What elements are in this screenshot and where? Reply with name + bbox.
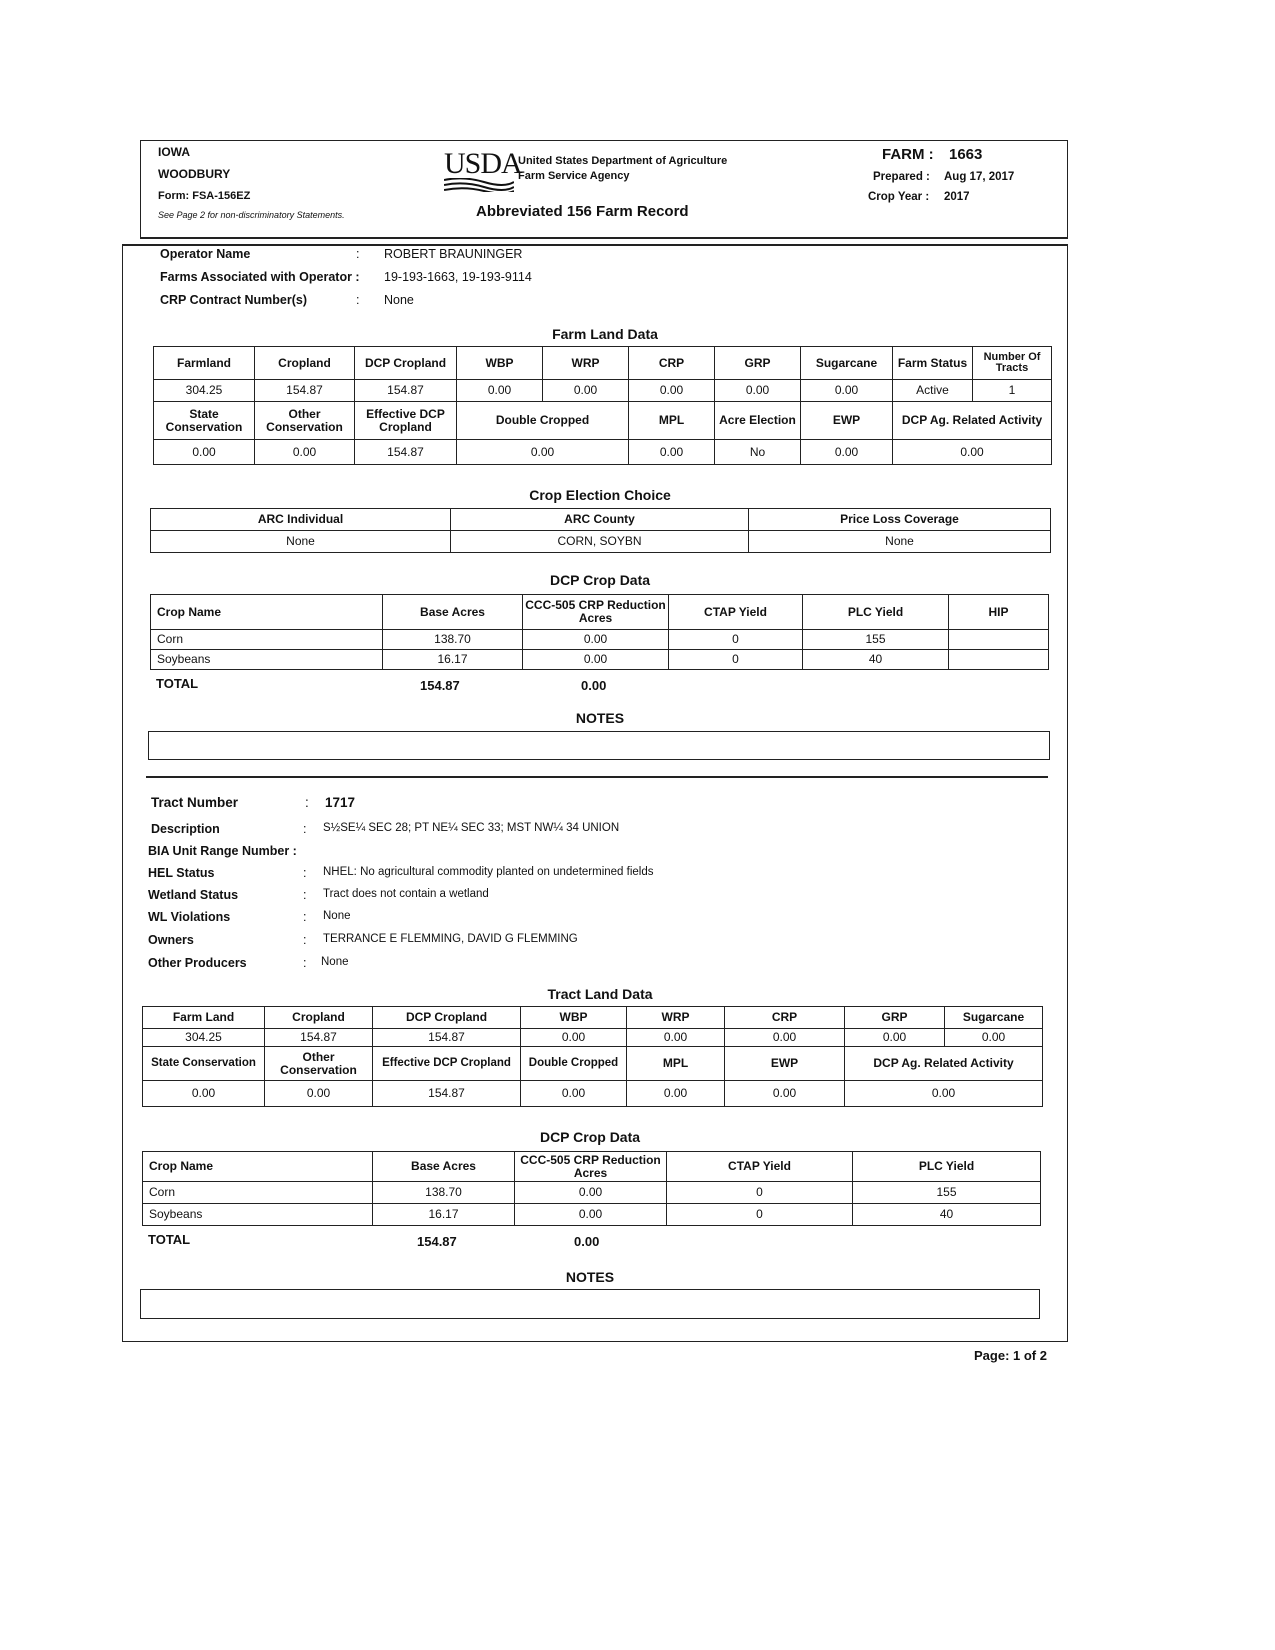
tract-land-value-row-1 (143, 1029, 1043, 1047)
usda-logo-text: USDA (444, 147, 522, 180)
farm-land-header-row-2 (154, 402, 1052, 440)
th-effective-dcp-cropland: Effective DCP Cropland (373, 1047, 521, 1081)
td-base-acres: 16.17 (383, 650, 523, 670)
crop-election-header-row (151, 509, 1051, 531)
td-farm-land: 304.25 (143, 1029, 265, 1047)
statement-note: See Page 2 for non-discriminatory Statements. (158, 210, 345, 220)
page-number: Page: 1 of 2 (974, 1348, 1047, 1363)
wl-violations-value: None (323, 910, 351, 922)
td-base-acres: 16.17 (373, 1204, 515, 1226)
hel-status-value: NHEL: No agricultural commodity planted on undetermined fields (323, 866, 654, 878)
th-ctap-yield: CTAP Yield (669, 595, 803, 630)
colon: : (303, 933, 307, 947)
table-row (151, 630, 1049, 650)
crop-election-value-row (151, 531, 1051, 553)
operator-name-value: ROBERT BRAUNINGER (384, 247, 523, 261)
td-state-conservation: 0.00 (143, 1081, 265, 1107)
td-arc-individual: None (151, 531, 451, 553)
tract-divider (146, 776, 1048, 778)
th-arc-county: ARC County (451, 509, 749, 531)
colon: : (303, 888, 307, 902)
state-name: IOWA (158, 145, 190, 159)
td-dcp-cropland: 154.87 (373, 1029, 521, 1047)
td-dcp-ag-related-activity: 0.00 (893, 440, 1052, 465)
td-plc-yield: 40 (853, 1204, 1041, 1226)
description-label: Description (151, 822, 220, 836)
th-arc-individual: ARC Individual (151, 509, 451, 531)
td-crp: 0.00 (629, 380, 715, 402)
dcp-crop-tract-table (142, 1151, 1041, 1226)
crp-contract-label: CRP Contract Number(s) (160, 293, 308, 307)
td-double-cropped: 0.00 (457, 440, 629, 465)
owners-value: TERRANCE E FLEMMING, DAVID G FLEMMING (323, 933, 578, 945)
th-number-of-tracts: Number Of Tracts (973, 347, 1052, 380)
td-dcp-ag-related-activity: 0.00 (845, 1081, 1043, 1107)
total-reduction-acres: 0.00 (581, 678, 607, 693)
td-arc-county: CORN, SOYBN (451, 531, 749, 553)
colon: : (303, 822, 307, 836)
th-farm-status: Farm Status (893, 347, 973, 380)
usda-logo-hills (444, 178, 514, 192)
td-plc-yield: 40 (803, 650, 949, 670)
colon: : (303, 956, 307, 970)
th-dcp-cropland: DCP Cropland (355, 347, 457, 380)
td-state-conservation: 0.00 (154, 440, 255, 465)
th-ewp: EWP (725, 1047, 845, 1081)
td-plc-yield: 155 (853, 1182, 1041, 1204)
td-double-cropped: 0.00 (521, 1081, 627, 1107)
th-farmland: Farmland (154, 347, 255, 380)
td-hip (949, 650, 1049, 670)
td-wrp: 0.00 (543, 380, 629, 402)
prepared-label: Prepared : (873, 171, 930, 183)
td-ctap-yield: 0 (667, 1182, 853, 1204)
th-state-conservation: State Conservation (154, 402, 255, 440)
usda-logo (444, 147, 522, 190)
wetland-status-value: Tract does not contain a wetland (323, 888, 489, 900)
td-price-loss-coverage: None (749, 531, 1051, 553)
notes-tract-box (140, 1289, 1040, 1319)
th-mpl: MPL (627, 1047, 725, 1081)
td-crp-reduction-acres: 0.00 (515, 1182, 667, 1204)
total-label: TOTAL (148, 1232, 191, 1247)
th-dcp-ag-related-activity: DCP Ag. Related Activity (845, 1047, 1043, 1081)
td-crp: 0.00 (725, 1029, 845, 1047)
dcp-crop-tract-header-row (143, 1152, 1041, 1182)
colon: : (303, 866, 307, 880)
th-farm-land: Farm Land (143, 1007, 265, 1029)
notes-title: NOTES (575, 710, 625, 726)
tract-land-table (142, 1006, 1043, 1107)
other-producers-value: None (321, 956, 349, 968)
tract-land-value-row-2 (143, 1081, 1043, 1107)
dcp-crop-farm-header-row (151, 595, 1049, 630)
tract-land-header-row-1 (143, 1007, 1043, 1029)
th-cropland: Cropland (255, 347, 355, 380)
th-sugarcane: Sugarcane (801, 347, 893, 380)
dcp-crop-farm-table (150, 594, 1049, 670)
colon: : (305, 795, 309, 810)
table-row (151, 650, 1049, 670)
document-title: Abbreviated 156 Farm Record (476, 203, 689, 220)
td-crop-name: Corn (143, 1182, 373, 1204)
wetland-status-label: Wetland Status (148, 888, 239, 902)
td-ctap-yield: 0 (669, 650, 803, 670)
th-sugarcane: Sugarcane (945, 1007, 1043, 1029)
th-ctap-yield: CTAP Yield (667, 1152, 853, 1182)
prepared-date: Aug 17, 2017 (944, 171, 1015, 183)
th-crp-reduction-acres: CCC-505 CRP Reduction Acres (523, 595, 669, 630)
td-cropland: 154.87 (265, 1029, 373, 1047)
description-value: S½SE¼ SEC 28; PT NE¼ SEC 33; MST NW¼ 34 UNION (323, 822, 620, 834)
county-name: WOODBURY (158, 167, 231, 181)
td-acre-election: No (715, 440, 801, 465)
th-cropland: Cropland (265, 1007, 373, 1029)
colon: : (356, 293, 360, 307)
td-base-acres: 138.70 (373, 1182, 515, 1204)
th-dcp-ag-related-activity: DCP Ag. Related Activity (893, 402, 1052, 440)
crp-contract-value: None (384, 293, 414, 307)
owners-label: Owners (148, 933, 194, 947)
td-grp: 0.00 (715, 380, 801, 402)
tract-land-header-row-2 (143, 1047, 1043, 1081)
farm-land-value-row-2 (154, 440, 1052, 465)
td-crop-name: Soybeans (143, 1204, 373, 1226)
td-wbp: 0.00 (521, 1029, 627, 1047)
bia-label: BIA Unit Range Number : (148, 844, 297, 858)
td-ctap-yield: 0 (669, 630, 803, 650)
td-sugarcane: 0.00 (801, 380, 893, 402)
th-mpl: MPL (629, 402, 715, 440)
th-dcp-cropland: DCP Cropland (373, 1007, 521, 1029)
td-plc-yield: 155 (803, 630, 949, 650)
th-hip: HIP (949, 595, 1049, 630)
td-farm-status: Active (893, 380, 973, 402)
th-acre-election: Acre Election (715, 402, 801, 440)
th-crp: CRP (629, 347, 715, 380)
th-effective-dcp-cropland: Effective DCP Cropland (355, 402, 457, 440)
td-other-conservation: 0.00 (265, 1081, 373, 1107)
th-double-cropped: Double Cropped (457, 402, 629, 440)
farm-land-header-row-1 (154, 347, 1052, 380)
th-double-cropped: Double Cropped (521, 1047, 627, 1081)
table-row (143, 1182, 1041, 1204)
td-grp: 0.00 (845, 1029, 945, 1047)
dcp-crop-data-title: DCP Crop Data (549, 572, 651, 588)
td-wbp: 0.00 (457, 380, 543, 402)
th-price-loss-coverage: Price Loss Coverage (749, 509, 1051, 531)
table-row (143, 1204, 1041, 1226)
th-other-conservation: Other Conservation (265, 1047, 373, 1081)
th-base-acres: Base Acres (383, 595, 523, 630)
th-crop-name: Crop Name (151, 595, 383, 630)
farms-associated-value: 19-193-1663, 19-193-9114 (384, 270, 532, 284)
operator-name-label: Operator Name (160, 247, 251, 261)
th-plc-yield: PLC Yield (803, 595, 949, 630)
form-number: Form: FSA-156EZ (158, 190, 251, 202)
td-dcp-cropland: 154.87 (355, 380, 457, 402)
th-ewp: EWP (801, 402, 893, 440)
other-producers-label: Other Producers (148, 956, 247, 970)
th-plc-yield: PLC Yield (853, 1152, 1041, 1182)
td-farmland: 304.25 (154, 380, 255, 402)
td-hip (949, 630, 1049, 650)
th-state-conservation: State Conservation (143, 1047, 265, 1081)
crop-year-value: 2017 (944, 191, 970, 203)
th-crp-reduction-acres: CCC-505 CRP Reduction Acres (515, 1152, 667, 1182)
td-number-of-tracts: 1 (973, 380, 1052, 402)
th-wbp: WBP (521, 1007, 627, 1029)
th-wbp: WBP (457, 347, 543, 380)
th-other-conservation: Other Conservation (255, 402, 355, 440)
tract-number-value: 1717 (325, 795, 356, 810)
crop-year-label: Crop Year : (868, 191, 930, 203)
farm-number: 1663 (949, 146, 983, 163)
td-effective-dcp-cropland: 154.87 (355, 440, 457, 465)
td-ewp: 0.00 (801, 440, 893, 465)
department-name: United States Department of Agriculture (518, 155, 728, 167)
farm-label: FARM : (882, 146, 934, 163)
th-grp: GRP (845, 1007, 945, 1029)
td-effective-dcp-cropland: 154.87 (373, 1081, 521, 1107)
tract-land-data-title: Tract Land Data (547, 986, 653, 1002)
th-wrp: WRP (627, 1007, 725, 1029)
wl-violations-label: WL Violations (148, 910, 231, 924)
total-reduction-acres: 0.00 (574, 1234, 600, 1249)
farm-land-value-row-1 (154, 380, 1052, 402)
td-mpl: 0.00 (627, 1081, 725, 1107)
th-crop-name: Crop Name (143, 1152, 373, 1182)
td-ewp: 0.00 (725, 1081, 845, 1107)
total-base-acres: 154.87 (420, 678, 460, 693)
th-grp: GRP (715, 347, 801, 380)
dcp-crop-data-tract-title: DCP Crop Data (539, 1129, 641, 1145)
td-base-acres: 138.70 (383, 630, 523, 650)
td-sugarcane: 0.00 (945, 1029, 1043, 1047)
farm-land-data-title: Farm Land Data (552, 326, 658, 342)
colon: : (356, 247, 360, 261)
agency-name: Farm Service Agency (518, 170, 630, 182)
td-other-conservation: 0.00 (255, 440, 355, 465)
td-cropland: 154.87 (255, 380, 355, 402)
td-crp-reduction-acres: 0.00 (523, 630, 669, 650)
crop-election-table (150, 508, 1051, 553)
td-wrp: 0.00 (627, 1029, 725, 1047)
notes-box (148, 731, 1050, 760)
td-mpl: 0.00 (629, 440, 715, 465)
farms-associated-label: Farms Associated with Operator : (160, 270, 360, 284)
th-base-acres: Base Acres (373, 1152, 515, 1182)
notes-tract-title: NOTES (565, 1269, 615, 1285)
td-crp-reduction-acres: 0.00 (523, 650, 669, 670)
tract-number-label: Tract Number (151, 795, 239, 810)
td-crop-name: Corn (151, 630, 383, 650)
total-base-acres: 154.87 (417, 1234, 457, 1249)
crop-election-title: Crop Election Choice (529, 487, 671, 503)
colon: : (303, 910, 307, 924)
td-crop-name: Soybeans (151, 650, 383, 670)
hel-status-label: HEL Status (148, 866, 215, 880)
td-crp-reduction-acres: 0.00 (515, 1204, 667, 1226)
farm-land-table (153, 346, 1052, 465)
td-ctap-yield: 0 (667, 1204, 853, 1226)
total-label: TOTAL (156, 676, 199, 691)
th-crp: CRP (725, 1007, 845, 1029)
th-wrp: WRP (543, 347, 629, 380)
